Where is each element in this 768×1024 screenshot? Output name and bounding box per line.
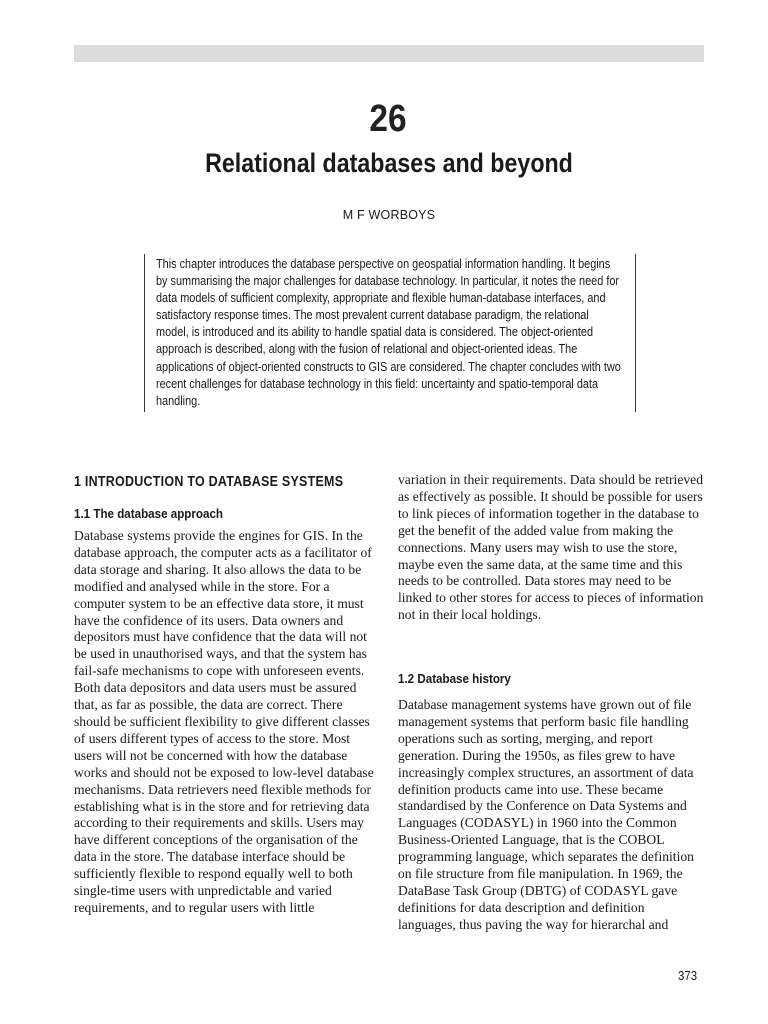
body-text-right-column-bottom: Database management systems have grown out of file management systems that perform basic file handling operations such as sorting, merging, and report generation. During the 1950s, as files grew to have increasingly complex structures, an assortment of data definition products came into use. These became standardised by the Conference on Data Systems and Languages (CODASYL) in 1960 into the Common Business-Oriented Language, that is the COBOL programming language, which separates the definition on file structure from file manipulation. In 1969, the DataBase Task Group (DBTG) of CODASYL gave definitions for data description and definition languages, thus paving the way for hierarchal and: [398, 697, 694, 932]
author-name: M F WORBOYS: [342, 208, 436, 222]
page-number: 373: [678, 968, 698, 983]
header-bar: [74, 45, 704, 62]
subsection-heading-approach: 1.1 The database approach: [74, 506, 223, 521]
chapter-number: 26: [369, 98, 407, 140]
chapter-title: Relational databases and beyond: [205, 148, 573, 178]
subsection-heading-history: 1.2 Database history: [398, 671, 511, 686]
section-heading: 1 INTRODUCTION TO DATABASE SYSTEMS: [74, 474, 344, 490]
abstract-box: [144, 254, 636, 412]
body-text-left-column: Database systems provide the engines for GIS. In the database approach, the computer acts as a facilitator of data storage and sharing. It also allows the data to be modified and analysed while in the store. For a computer system to be an effective data store, it must have the confidence of its users. Data owners and depositors must have confidence that the data will not be used in unauthorised ways, and that the system has fail-safe mechanisms to cope with unforeseen events. Both data depositors and data users must be assured that, as far as possible, the data are correct. There should be sufficient flexibility to give different classes of users different types of access to the store. Most users will not be concerned with how the database works and should not be exposed to low-level database mechanisms. Data retrievers need flexible methods for establishing what is in the store and for retrieving data according to their requirements and skills. Users may have different conceptions of the organisation of the data in the store. The database interface should be sufficiently flexible to respond equally well to both single-time users with unpredictable and varied requirements, and to regular users with little: [74, 528, 374, 915]
body-text-right-column-top: variation in their requirements. Data should be retrieved as effectively as possible. It should be possible for users to link pieces of information together in the database to get the benefit of the added value from making the connections. Many users may wish to use the store, maybe even the same data, at the same time and this needs to be controlled. Data stores may need to be linked to other stores for access to pieces of information not in their local holdings.: [398, 472, 704, 623]
abstract-text: This chapter introduces the database perspective on geospatial information handling. It begins by summarising the major challenges for database technology. In particular, it notes the need for data models of sufficient complexity, appropriate and flexible human-database interfaces, and satisfactory response times. The most prevalent current database paradigm, the relational model, is introduced and its ability to handle spatial data is considered. The object-oriented approach is described, along with the fusion of relational and object-oriented ideas. The applications of object-oriented constructs to GIS are considered. The chapter concludes with two recent challenges for database technology in this field: uncertainty and spatio-temporal data handling.: [156, 257, 621, 408]
